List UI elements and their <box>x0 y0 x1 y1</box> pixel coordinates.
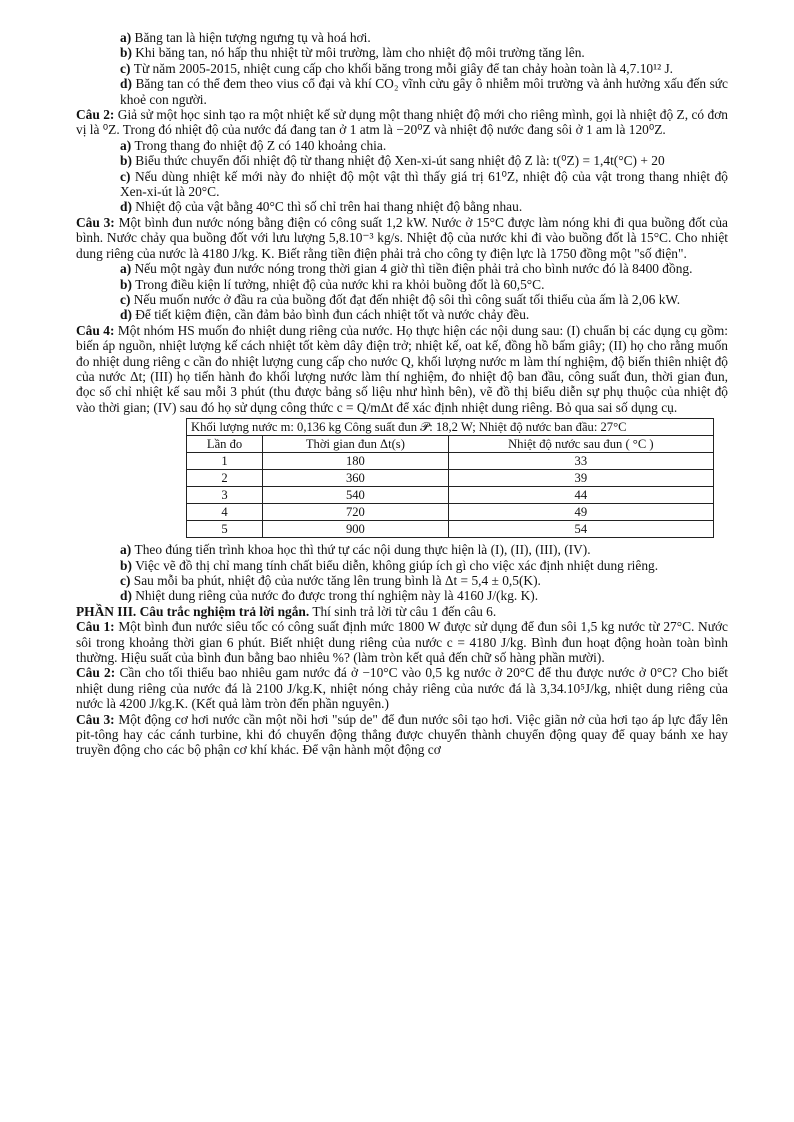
q1-option-c: c) Từ năm 2005-2015, nhiệt cung cấp cho khối băng trong mỗi giây để tan chảy hoàn toàn là 4,7.10¹² J. <box>120 60 674 76</box>
p3-q2: Câu 2: Cần cho tối thiểu bao nhiêu gam nước đá ở −10°C vào 0,5 kg nước ở 20°C để thu được nước ở 0°C? Cho biết nhiệt dung riêng của nước đá là 2100 J/kg.K, nhiệt nóng chảy riêng của nước đá là 3,34.10⁵J/kg, nhiệt dung riêng của nước là 4200 J/kg.K. (Kết quả làm tròn đến phần nguyên.) <box>76 665 728 712</box>
q4-option-b: b) Việc vẽ đồ thị chỉ mang tính chất biểu diễn, không giúp ích gì cho việc xác định nhiệt dung riêng. <box>120 557 659 573</box>
q1-option-d: d) Băng tan có thể đem theo vius cổ đại và khí CO₂ vĩnh cửu gây ô nhiễm môi trường và ảnh hưởng xấu đến sức khoẻ con người. <box>120 76 728 107</box>
table-cell: 39 <box>448 470 713 487</box>
q1-option-b: b) Khi băng tan, nó hấp thu nhiệt từ môi trường, làm cho nhiệt độ môi trường tăng lên. <box>120 45 585 61</box>
table-cell: 3 <box>187 487 263 504</box>
table-cell: 4 <box>187 504 263 521</box>
table-row <box>187 487 714 504</box>
table-cell: 180 <box>263 453 449 470</box>
table-cell: 720 <box>263 504 449 521</box>
exam-page <box>76 30 728 758</box>
q2-option-a: a) Trong thang đo nhiệt độ Z có 140 khoảng chia. <box>120 137 387 153</box>
table-cell: 360 <box>263 470 449 487</box>
q4-data-table <box>186 418 714 538</box>
part3-note: Thí sinh trả lời từ câu 1 đến câu 6. <box>312 603 497 619</box>
q4-stem: Câu 4: Một nhóm HS muốn đo nhiệt dung riêng của nước. Họ thực hiện các nội dung sau: (I) chuẩn bị các dụng cụ gồm: biến áp nguồn, nhiệt lượng kế cách nhiệt tốt kèm dây điện trở; nhiệt kế, oat kế, đồng hồ bấm giây; (II) họ cho rằng muốn đo nhiệt dung riêng c cần đo nhiệt lượng cung cấp cho nước Q, khối lượng nước m làm thí nghiệm, độ biến thiên nhiệt độ của nước Δt; (III) họ tiến hành đo khối lượng nước làm thí nghiệm, đo nhiệt độ ban đầu, công suất đun, thời gian đun, đọc số chỉ nhiệt kế sau mỗi 3 phút (thu được bảng số liệu như hình bên), vẽ đồ thị biểu diễn sự phụ thuộc của nhiệt độ vào thời gian; (IV) sau đó họ sử dụng công thức c = Q/mΔt để xác định nhiệt dung riêng. Bỏ qua sai số dụng cụ. <box>76 322 728 415</box>
table-row <box>187 504 714 521</box>
q3-option-b: b) Trong điều kiện lí tưởng, nhiệt độ của nước khi ra khỏi buồng đốt là 60,5°C. <box>120 276 545 292</box>
q4-option-d: d) Nhiệt dung riêng của nước đo được trong thí nghiệm này là 4160 J/(kg. K). <box>120 588 539 604</box>
q1-option-a: a) Băng tan là hiện tượng ngưng tụ và hoá hơi. <box>120 30 371 45</box>
part3-heading <box>76 604 728 619</box>
q4-option-a: a) Theo đúng tiến trình khoa học thì thứ tự các nội dung thực hiện là (I), (II), (III), (IV). <box>120 542 591 558</box>
table-cell: 49 <box>448 504 713 521</box>
q2-option-c: c) Nếu dùng nhiệt kế mới này đo nhiệt độ một vật thì thấy giá trị 61⁰Z, nhiệt độ của vật trong thang nhiệt độ Xen-xi-út là 20°C. <box>120 168 728 200</box>
p3-q3: Câu 3: Một động cơ hơi nước cần một nồi hơi "súp de" để đun nước sôi tạo hơi. Việc giãn nở của hơi tạo áp lực đẩy lên pit-tông hay các cánh turbine, khi đó chuyển động thẳng được chuyển thành chuyển động quay để quay bánh xe hay truyền động cho các bộ phận cơ khí khác. Để vận hành một động cơ <box>76 711 728 758</box>
q2-option-b: b) Biểu thức chuyển đổi nhiệt độ từ thang nhiệt độ Xen-xi-út sang nhiệt độ Z là: t(⁰Z) = 1,4t(°C) + 20 <box>120 153 665 169</box>
table-cell: 54 <box>448 521 713 538</box>
part3-title: PHẦN III. Câu trắc nghiệm trả lời ngắn. <box>76 603 310 619</box>
table-header: Thời gian đun Δt(s) <box>263 436 449 453</box>
p3-q1: Câu 1: Một bình đun nước siêu tốc có công suất định mức 1800 W được sử dụng để đun sôi 1,5 kg nước từ 27°C. Nước sôi trong khoảng thời gian 6 phút. Biết nhiệt dung riêng của nước c = 4180 J/kg. Bình đun hoạt động hoàn toàn bình thường. Hiệu suất của bình đun bằng bao nhiêu %? (làm tròn kết quả đến chữ số hàng phần mười). <box>76 619 728 665</box>
table-caption: Khối lượng nước m: 0,136 kg Công suất đun 𝒫: 18,2 W; Nhiệt độ nước ban đầu: 27°C <box>187 419 714 436</box>
table-cell: 1 <box>187 453 263 470</box>
q3-option-a: a) Nếu một ngày đun nước nóng trong thời gian 4 giờ thì tiền điện phải trả cho bình nước đó là 8400 đồng. <box>120 261 693 277</box>
q4-data-table-wrap <box>76 418 728 538</box>
table-cell: 900 <box>263 521 449 538</box>
table-header: Lần đo <box>187 436 263 453</box>
table-cell: 5 <box>187 521 263 538</box>
q4-option-c: c) Sau mỗi ba phút, nhiệt độ của nước tăng lên trung bình là Δt = 5,4 ± 0,5(K). <box>120 572 541 588</box>
table-row <box>187 470 714 487</box>
table-cell: 540 <box>263 487 449 504</box>
table-cell: 44 <box>448 487 713 504</box>
table-header-row <box>187 436 714 453</box>
q3-option-c: c) Nếu muốn nước ở đầu ra của buồng đốt đạt đến nhiệt độ sôi thì công suất tối thiểu của ấm là 2,06 kW. <box>120 291 681 307</box>
table-header: Nhiệt độ nước sau đun ( °C ) <box>448 436 713 453</box>
table-cell: 2 <box>187 470 263 487</box>
q2-stem: Câu 2: Giả sử một học sinh tạo ra một nhiệt kế sử dụng một thang nhiệt độ mới cho riêng mình, gọi là nhiệt độ Z, có đơn vị là ⁰Z. Trong đó nhiệt độ của nước đá đang tan ở 1 atm là −20⁰Z và nhiệt độ nước đang sôi ở 1 am là 120⁰Z. <box>76 107 728 138</box>
table-row <box>187 453 714 470</box>
table-cell: 33 <box>448 453 713 470</box>
q3-stem: Câu 3: Một bình đun nước nóng bằng điện có công suất 1,2 kW. Nước ở 15°C được làm nóng khi đi qua buồng đốt của bình. Nước chảy qua buồng đốt với lưu lượng 5,8.10⁻³ kg/s. Nhiệt độ của nước khi đi vào buồng đốt là 15°C. Cho nhiệt dung riêng của nước là 4180 J/kg. K. Biết rằng tiền điện phải trả cho công ty điện lực là 1750 đồng một "số điện". <box>76 214 728 261</box>
table-row <box>187 521 714 538</box>
q3-option-d: d) Để tiết kiệm điện, cần đảm bảo bình đun cách nhiệt tốt và nước chảy đều. <box>120 307 530 323</box>
q2-option-d: d) Nhiệt độ của vật bằng 40°C thì số chỉ trên hai thang nhiệt độ bằng nhau. <box>120 199 523 215</box>
